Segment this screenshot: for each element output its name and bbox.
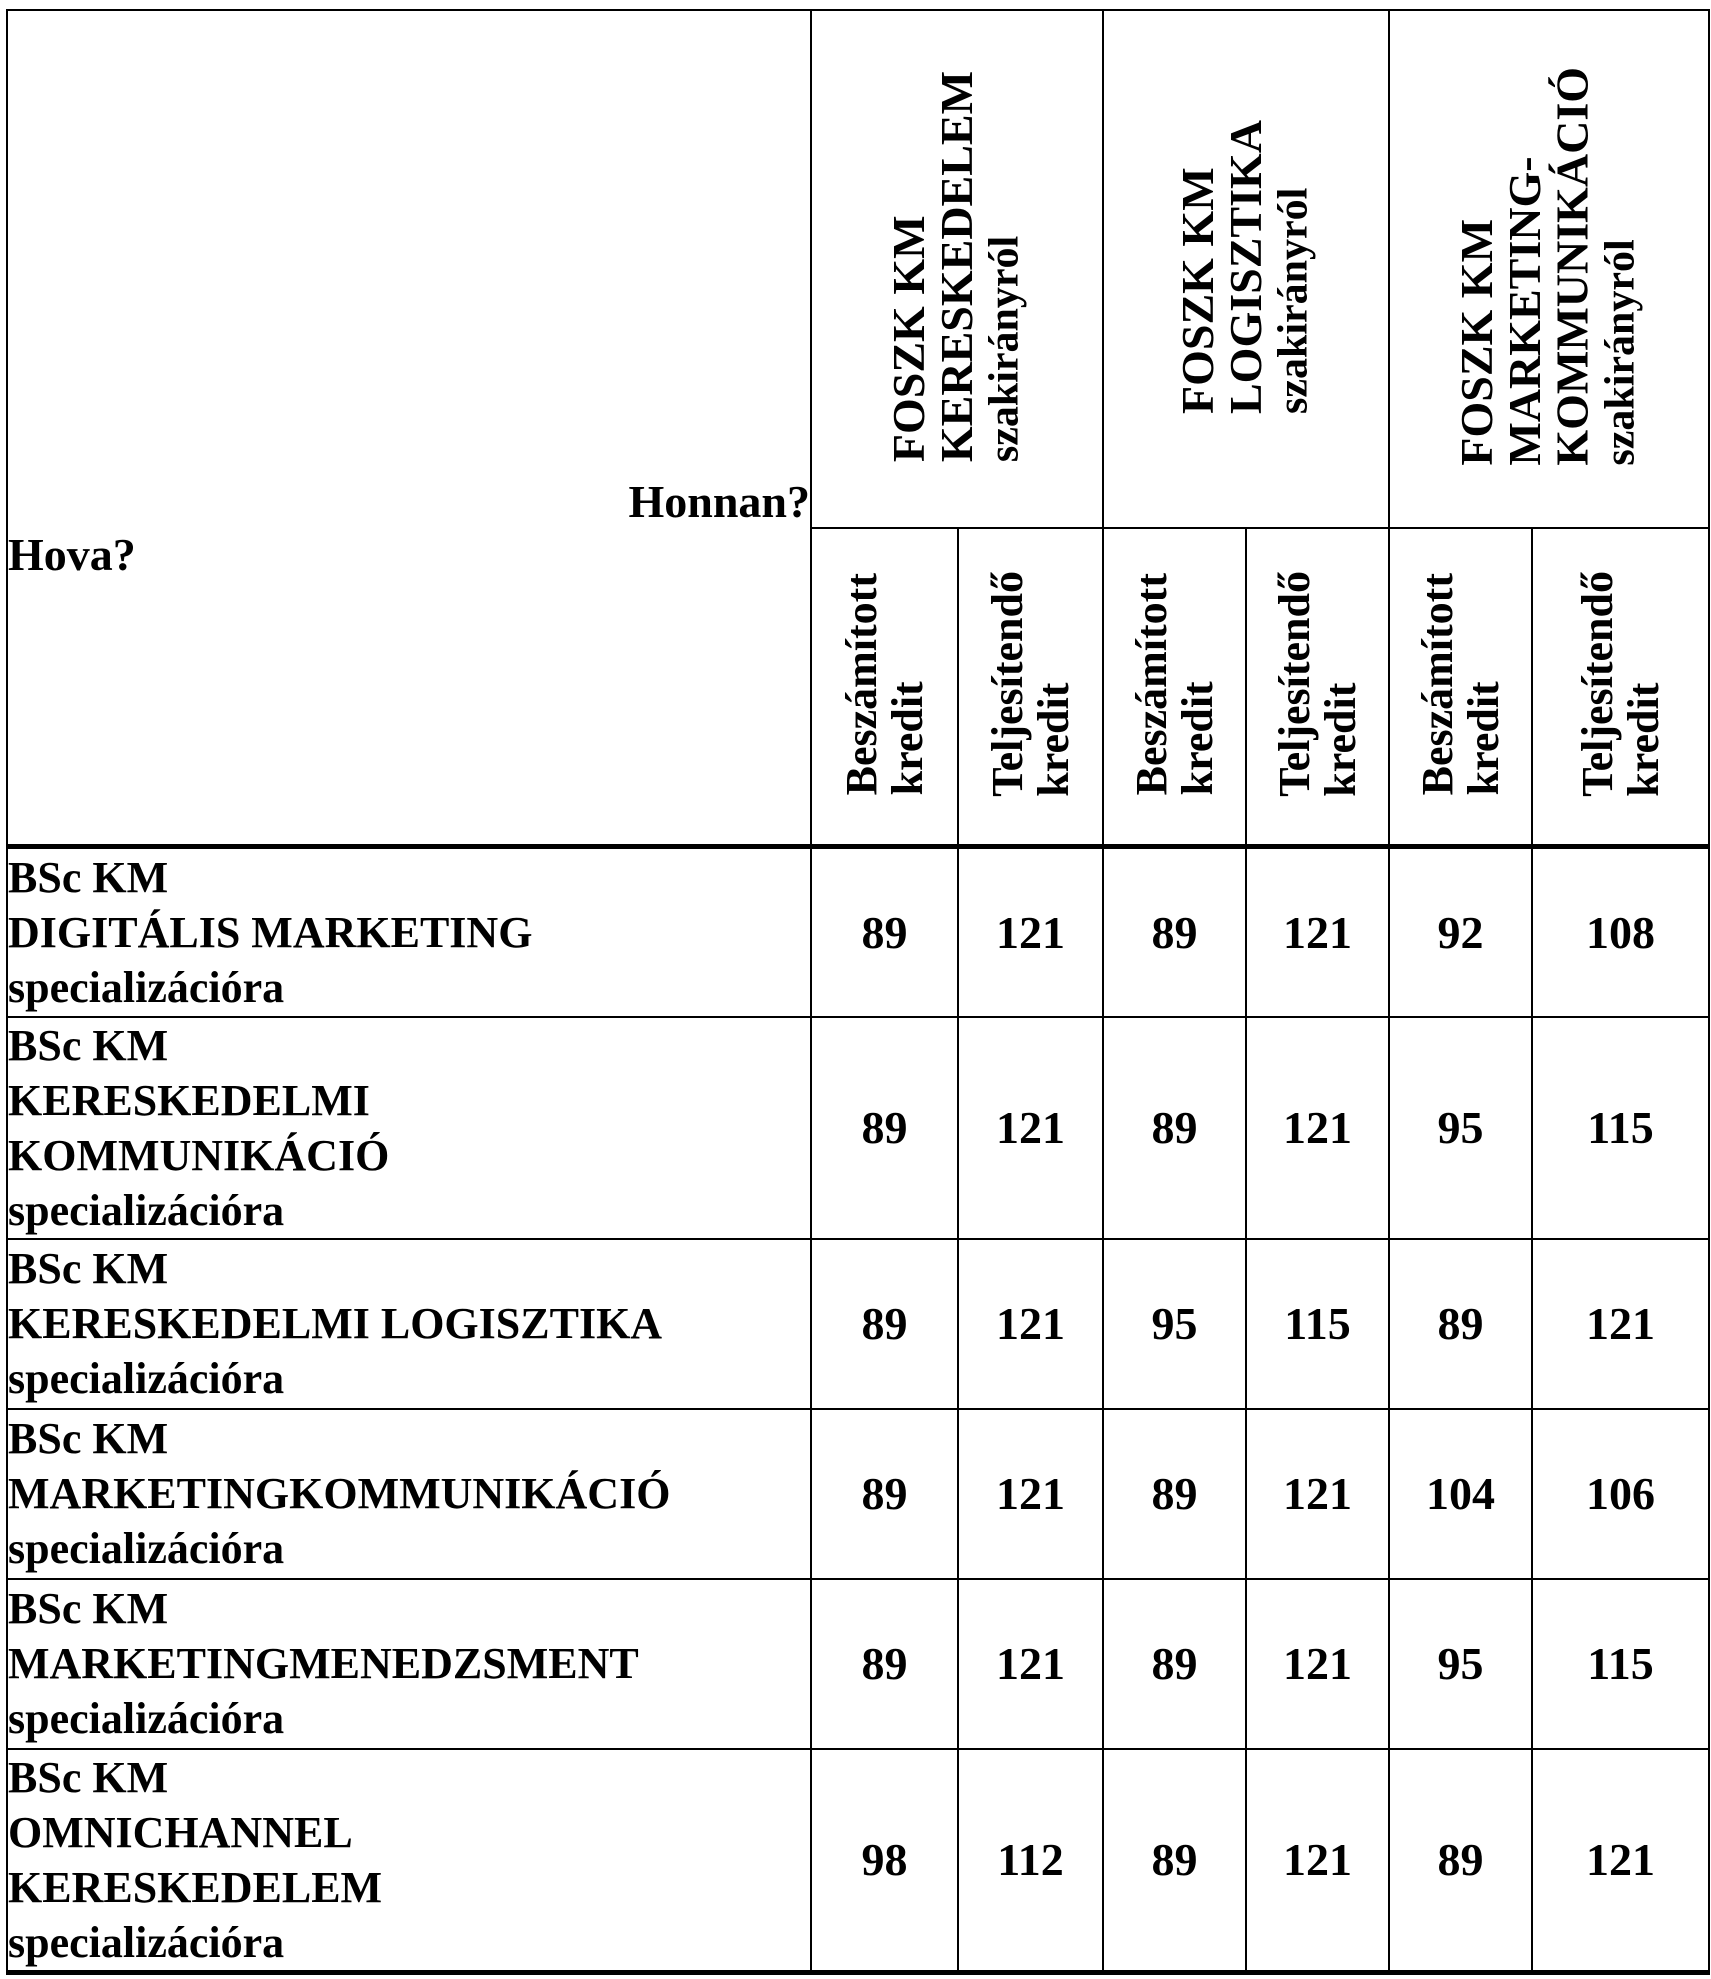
table-row: [7, 1749, 1709, 1973]
table-row: [7, 846, 1709, 1016]
row-label: [7, 1579, 811, 1749]
remaining-credit-cell: 115: [1532, 1017, 1709, 1239]
source-line: LOGISZTIKA: [1220, 119, 1272, 414]
table-row: [7, 1239, 1709, 1409]
row-label-line: KERESKEDELEM: [8, 1862, 383, 1912]
source-header-kereskedelem: [811, 10, 1103, 528]
remaining-credit-cell: 121: [1246, 1017, 1389, 1239]
row-label-line: BSc KM: [8, 1020, 169, 1070]
recognized-credit-cell: 89: [1103, 846, 1246, 1016]
remaining-credit-cell: 108: [1532, 846, 1709, 1016]
recognized-credit-cell: 98: [811, 1749, 958, 1973]
remaining-credit-cell: 115: [1246, 1239, 1389, 1409]
row-label-line: BSc KM: [8, 1414, 169, 1464]
remaining-credit-cell: 121: [958, 1017, 1103, 1239]
recognized-credit-cell: 89: [811, 1239, 958, 1409]
recognized-credit-cell: 89: [1103, 1579, 1246, 1749]
row-label: [7, 1409, 811, 1579]
row-label: [7, 1017, 811, 1239]
row-label-line: specializációra: [8, 1185, 285, 1235]
row-label-line: MARKETINGKOMMUNIKÁCIÓ: [8, 1469, 671, 1519]
source-line: FOSZK KM: [1172, 167, 1224, 414]
source-line: KERESKEDELEM: [931, 71, 983, 463]
row-label-line: BSc KM: [8, 1244, 169, 1294]
row-label: [7, 846, 811, 1016]
subheader-remaining-credit: Teljesítendő kredit: [958, 528, 1103, 846]
recognized-credit-cell: 89: [811, 1409, 958, 1579]
source-header-logisztika: [1103, 10, 1389, 528]
row-label-line: specializációra: [8, 1354, 285, 1404]
remaining-credit-cell: 121: [1532, 1749, 1709, 1973]
table-row: [7, 1017, 1709, 1239]
remaining-credit-cell: 121: [958, 1409, 1103, 1579]
remaining-credit-cell: 121: [958, 1579, 1103, 1749]
recognized-credit-cell: 95: [1389, 1017, 1532, 1239]
recognized-credit-cell: 89: [811, 846, 958, 1016]
row-label-line: specializációra: [8, 1524, 285, 1574]
source-line: FOSZK KM: [1451, 219, 1503, 466]
header-corner-from: [7, 10, 811, 528]
row-label: [7, 1749, 811, 1973]
recognized-credit-cell: 89: [1389, 1239, 1532, 1409]
remaining-credit-cell: 121: [1246, 846, 1389, 1016]
source-line: MARKETING-: [1499, 156, 1551, 466]
remaining-credit-cell: 121: [1532, 1239, 1709, 1409]
row-label-line: BSc KM: [8, 1752, 169, 1802]
row-label-line: DIGITÁLIS MARKETING: [8, 907, 533, 957]
row-label-line: specializációra: [8, 1694, 285, 1744]
table-body: [7, 846, 1709, 1972]
row-label-line: KERESKEDELMI LOGISZTIKA: [8, 1299, 663, 1349]
table-row: [7, 1409, 1709, 1579]
subheader-remaining-credit: Teljesítendő kredit: [1532, 528, 1709, 846]
recognized-credit-cell: 89: [1103, 1409, 1246, 1579]
remaining-credit-cell: 115: [1532, 1579, 1709, 1749]
source-line: FOSZK KM: [883, 215, 935, 463]
recognized-credit-cell: 89: [811, 1017, 958, 1239]
recognized-credit-cell: 89: [811, 1579, 958, 1749]
source-header-marketingkommunikacio: [1389, 10, 1709, 528]
row-label: [7, 1239, 811, 1409]
credit-transfer-table: [6, 9, 1710, 1975]
header-corner-to: [7, 528, 811, 846]
subheader-remaining-credit: Teljesítendő kredit: [1246, 528, 1389, 846]
recognized-credit-cell: 89: [1103, 1017, 1246, 1239]
recognized-credit-cell: 89: [1389, 1749, 1532, 1973]
subheader-recognized-credit: Beszámított kredit: [811, 528, 958, 846]
remaining-credit-cell: 121: [1246, 1409, 1389, 1579]
remaining-credit-cell: 106: [1532, 1409, 1709, 1579]
recognized-credit-cell: 92: [1389, 846, 1532, 1016]
recognized-credit-cell: 104: [1389, 1409, 1532, 1579]
remaining-credit-cell: 121: [1246, 1579, 1389, 1749]
to-label: Hova?: [8, 529, 136, 581]
remaining-credit-cell: 121: [1246, 1749, 1389, 1973]
header-row-sub: [7, 528, 1709, 846]
row-label-line: BSc KM: [8, 852, 169, 902]
recognized-credit-cell: 95: [1103, 1239, 1246, 1409]
row-label-line: OMNICHANNEL: [8, 1807, 353, 1857]
subheader-recognized-credit: Beszámított kredit: [1103, 528, 1246, 846]
row-label-line: MARKETINGMENEDZSMENT: [8, 1639, 639, 1689]
remaining-credit-cell: 121: [958, 1239, 1103, 1409]
source-suffix: szakirányról: [1270, 187, 1317, 414]
header-row-sources: [7, 10, 1709, 528]
recognized-credit-cell: 89: [1103, 1749, 1246, 1973]
row-label-line: KERESKEDELMI: [8, 1075, 370, 1125]
recognized-credit-cell: 95: [1389, 1579, 1532, 1749]
row-label-line: BSc KM: [8, 1584, 169, 1634]
row-label-line: specializációra: [8, 962, 285, 1012]
remaining-credit-cell: 112: [958, 1749, 1103, 1973]
table-row: [7, 1579, 1709, 1749]
source-suffix: szakirányról: [1597, 239, 1644, 466]
row-label-line: specializációra: [8, 1917, 285, 1967]
row-label-line: KOMMUNIKÁCIÓ: [8, 1130, 390, 1180]
remaining-credit-cell: 121: [958, 846, 1103, 1016]
source-line: KOMMUNIKÁCIÓ: [1547, 67, 1599, 466]
from-label: Honnan?: [628, 476, 810, 528]
subheader-recognized-credit: Beszámított kredit: [1389, 528, 1532, 846]
source-suffix: szakirányról: [981, 235, 1028, 463]
